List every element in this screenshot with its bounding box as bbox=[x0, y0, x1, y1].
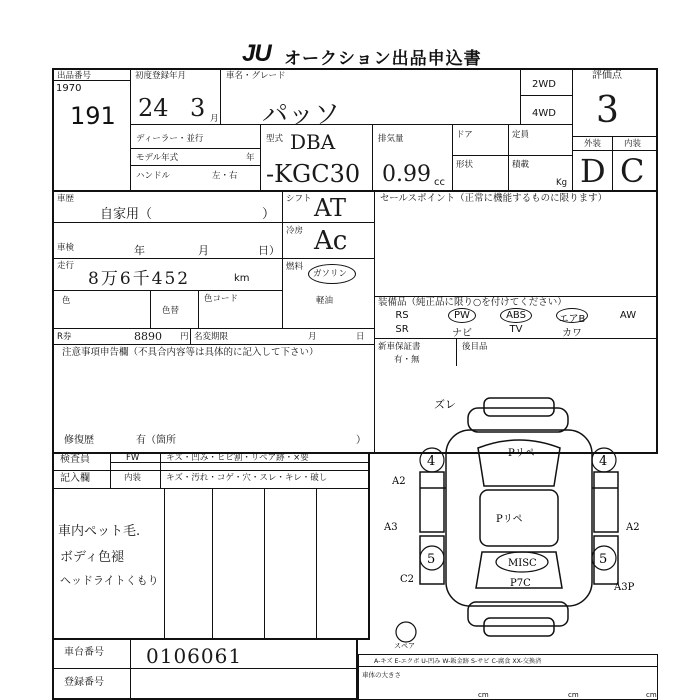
displacement-label: 排気量 bbox=[378, 134, 404, 144]
equip-navi: ナビ bbox=[452, 328, 472, 339]
equip-airbag: エアB bbox=[558, 314, 586, 325]
type-label: 型式 bbox=[266, 134, 284, 144]
diagram-mark-1: Pリペ bbox=[508, 448, 535, 459]
fuel-label: 燃料 bbox=[286, 262, 304, 272]
rating-score: 3 bbox=[596, 90, 619, 131]
legend-text: A-キズ E-エクボ U-凹み W-鈑金跡 S-サビ C-腐食 XX-交換済 bbox=[374, 658, 542, 665]
shape-label: 形状 bbox=[456, 160, 474, 170]
displacement-unit: cc bbox=[434, 177, 445, 188]
equip-aw: AW bbox=[619, 310, 637, 321]
lot-label: 出品番号 bbox=[57, 71, 92, 81]
equip-rs: RS bbox=[395, 310, 409, 321]
mileage-label: 走行 bbox=[57, 261, 75, 271]
warranty-book-label: 後目品 bbox=[462, 342, 488, 352]
diagram-mark-5: A2 bbox=[626, 522, 640, 533]
lot-code: 1970 bbox=[56, 83, 82, 94]
car-name-label: 車名・グレード bbox=[226, 71, 286, 81]
drive-4wd: 4WD bbox=[532, 108, 556, 119]
equip-sr: SR bbox=[395, 324, 409, 335]
handnote-2: ボディ色褪 bbox=[60, 550, 124, 565]
paint-label: 色替 bbox=[162, 306, 180, 316]
warranty-options: 有・無 bbox=[394, 355, 420, 365]
model-year-label: モデル年式 bbox=[136, 153, 179, 163]
diagram-mark-8: P7C bbox=[510, 578, 531, 589]
repair-options: 有（箇所 bbox=[136, 435, 176, 446]
inspection-year: 年 bbox=[134, 244, 145, 257]
interior-label: 内装 bbox=[624, 139, 642, 149]
equip-abs: ABS bbox=[506, 310, 526, 321]
interior-inspect-options: キズ・汚れ・コゲ・穴・スレ・キレ・破し bbox=[166, 473, 328, 483]
car-damage-diagram bbox=[376, 392, 658, 650]
equip-pw: PW bbox=[454, 310, 470, 321]
notes-label: 注意事項申告欄（不具合内容等は具体的に記入して下さい） bbox=[62, 347, 319, 358]
shift-value: AT bbox=[314, 194, 347, 222]
registration-month: 3 bbox=[190, 94, 206, 122]
history-label: 車歴 bbox=[57, 194, 75, 204]
wheel-rl: 5 bbox=[427, 552, 436, 567]
model-year-unit: 年 bbox=[246, 153, 255, 163]
equip-abs-circle bbox=[500, 308, 532, 323]
diagram-mark-10: スペア bbox=[394, 642, 415, 650]
recycle-unit: 円 bbox=[180, 332, 189, 342]
dealer-label: ディーラー・並行 bbox=[136, 134, 204, 144]
handnote-1: 車内ペット毛. bbox=[58, 524, 141, 539]
mileage-value: 8万6千452 bbox=[88, 269, 191, 289]
color-code-label: 色コード bbox=[204, 294, 239, 304]
door-label: ドア bbox=[456, 130, 473, 140]
registration-month-unit: 月 bbox=[210, 114, 219, 124]
diagram-mark-3: Pリペ bbox=[496, 514, 523, 525]
exterior-grade: D bbox=[580, 152, 606, 190]
ac-label: 冷房 bbox=[286, 226, 304, 236]
inspection-day: 日） bbox=[258, 244, 280, 257]
sales-label: セールスポイント（正常に機能するものに限ります） bbox=[380, 193, 608, 204]
inspector-label-2: 記入欄 bbox=[60, 473, 90, 484]
inspection-month: 月 bbox=[198, 244, 209, 257]
inspection-label: 車検 bbox=[57, 243, 75, 253]
equip-airbag-circle bbox=[556, 308, 588, 323]
reg-number-label: 登録番号 bbox=[64, 677, 104, 688]
registration-year: 24 bbox=[138, 94, 169, 122]
history-value: 自家用（ bbox=[100, 207, 153, 222]
shift-label: シフト bbox=[286, 194, 312, 204]
load-label: 積載 bbox=[512, 160, 530, 170]
wheel-rr: 5 bbox=[599, 552, 608, 567]
equip-leather: カワ bbox=[562, 328, 582, 339]
mileage-unit: km bbox=[234, 273, 250, 284]
capacity-label: 定員 bbox=[512, 130, 530, 140]
repair-close: ） bbox=[356, 435, 366, 446]
transfer-day: 日 bbox=[356, 332, 365, 342]
chassis-label: 車台番号 bbox=[64, 647, 104, 658]
car-name: パッソ bbox=[262, 100, 341, 130]
drive-2wd: 2WD bbox=[532, 79, 556, 90]
repair-label: 修復歴 bbox=[64, 435, 94, 446]
legend-frame-label: 車体の大きさ bbox=[362, 671, 401, 679]
legend-cm-1: cm bbox=[478, 691, 489, 699]
ju-logo: JU bbox=[242, 40, 271, 67]
diagram-mark-9: A3P bbox=[614, 582, 635, 593]
equip-pw-circle bbox=[448, 308, 476, 323]
transfer-label: 名変期限 bbox=[194, 332, 229, 342]
displacement-value: 0.99 bbox=[382, 162, 431, 187]
inspector-label-1: 検査員 bbox=[60, 454, 90, 465]
fw-options: キズ・凹み・ヒビ割・リペア跡・×要 bbox=[166, 453, 309, 463]
wheel-fl: 4 bbox=[427, 454, 436, 469]
registration-label: 初度登録年月 bbox=[135, 71, 187, 81]
interior-grade: C bbox=[620, 152, 645, 190]
recycle-value: 8890 bbox=[134, 330, 162, 343]
handle-options: 左・右 bbox=[212, 171, 238, 181]
history-close: ） bbox=[262, 207, 276, 222]
fuel-diesel: 軽油 bbox=[316, 296, 334, 306]
interior-inspect-label: 内装 bbox=[124, 473, 142, 483]
rating-label: 評価点 bbox=[592, 70, 622, 81]
fw-label: FW bbox=[126, 453, 140, 463]
diagram-mark-6: MISC bbox=[508, 558, 537, 569]
handnote-3: ヘッドライトくもり bbox=[60, 574, 159, 587]
diagram-top-note: ズレ bbox=[434, 398, 456, 411]
legend-cm-3: cm bbox=[646, 691, 657, 699]
diagram-mark-2: A2 bbox=[392, 476, 406, 487]
diagram-mark-4: A3 bbox=[384, 522, 398, 533]
legend-cm-2: cm bbox=[568, 691, 579, 699]
type-value-1: DBA bbox=[290, 130, 336, 154]
exterior-label: 外装 bbox=[584, 139, 602, 149]
fuel-gasoline: ガソリン bbox=[313, 269, 348, 279]
equipment-label: 装備品（純正品に限り○を付けてください） bbox=[378, 297, 567, 308]
color-label: 色 bbox=[62, 296, 71, 306]
lot-number: 191 bbox=[70, 102, 116, 130]
load-unit: Kg bbox=[556, 178, 567, 188]
warranty-label: 新車保証書 bbox=[378, 342, 421, 352]
wheel-fr: 4 bbox=[599, 454, 608, 469]
page-title: オークション出品申込書 bbox=[284, 49, 482, 69]
transfer-month: 月 bbox=[308, 332, 317, 342]
recycle-label: R券 bbox=[57, 332, 72, 342]
ac-value: Ac bbox=[314, 226, 348, 256]
diagram-mark-7: C2 bbox=[400, 574, 415, 585]
chassis-value: 0106061 bbox=[146, 644, 243, 668]
type-value-2: -KGC30 bbox=[266, 160, 361, 188]
handle-label: ハンドル bbox=[136, 171, 171, 181]
equip-tv: TV bbox=[509, 324, 523, 335]
